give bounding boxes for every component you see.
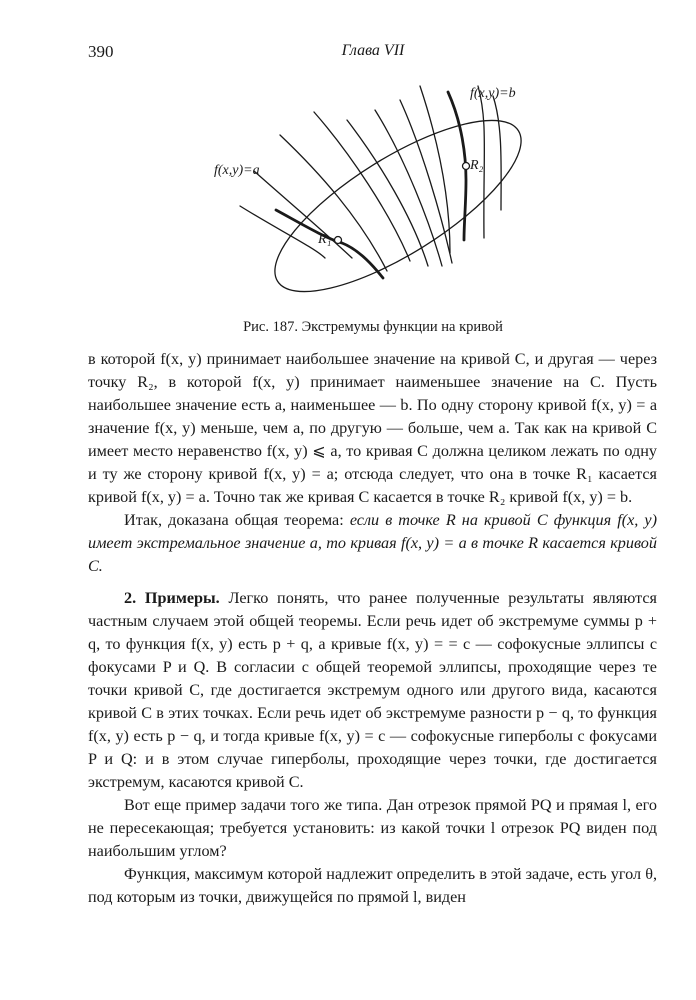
paragraph-examples (88, 587, 657, 794)
level-curves-diagram (180, 78, 560, 293)
theorem-statement: если в точке R на кривой C функция f(x, y) имеет экстремальное значение a, то кривая f(x, y) = a в точке R касается кривой C. (88, 511, 657, 575)
paragraph: Вот еще пример задачи того же типа. Дан отрезок прямой PQ и прямая l, его не пересекающая; требуется установить: из какой точки l отрезок PQ виден под наибольшим углом? (88, 796, 657, 860)
label-f-equals-b: f(x,y)=b (470, 86, 516, 101)
figure-caption: Рис. 187. Экстремумы функции на кривой (243, 319, 503, 335)
body-text (88, 348, 657, 909)
chapter-title: Глава VII (341, 42, 405, 59)
point-r1 (335, 237, 342, 244)
running-head (88, 42, 658, 66)
examples-text: Легко понять, что ранее полученные результаты являются частным случаем этой общей теоремы. Если речь идет об экстремуме суммы p + q, то функция f(x, y) есть p + q, а кривые f(x, y) = = c — софокусные эллипсы с фокусами P и Q. В согласии с общей теоремой эллипсы, проходящие через те точки кривой C, где достигается экстремум одного или другого вида, касаются кривой C в этих точках. Если речь идет об экстремуме разности p − q, то функция f(x, y) есть p − q, и тогда кривые f(x, y) = c — софокусные гиперболы с фокусами P и Q: и в этом случае гиперболы, проходящие через точки, где достигается экстремум, касаются кривой C. (88, 589, 657, 791)
constraint-ellipse (252, 90, 544, 293)
label-f-equals-a: f(x,y)=a (214, 163, 260, 178)
label-r2: R₂ (470, 158, 484, 173)
paragraph: в которой f(x, y) принимает наибольшее значение на кривой C, и другая — через точку R₂, в которой f(x, y) принимает наименьшее значение на C. Пусть наибольшее значение есть a, наименьшее — b. По одну сторону кривой f(x, y) = a значение f(x, y) меньше, чем a, по другую — больше, чем a. Так как на кривой C имеет место неравенство f(x, y) ⩽ a, то кривая C должна целиком лежать по одну и ту же сторону кривой f(x, y) = a; отсюда следует, что она в точке R₁ касается кривой f(x, y) = a. Точно так же кривая C касается в точке R₂ кривой f(x, y) = b. (88, 350, 657, 506)
section-heading: 2. Примеры. (124, 589, 220, 607)
page-number: 390 (88, 42, 114, 61)
level-curve (493, 96, 501, 210)
label-r1: R₁ (318, 232, 332, 247)
paragraph: Функция, максимум которой надлежит определить в этой задаче, есть угол θ, под которым из точки, движущейся по прямой l, виден (88, 865, 657, 906)
figure-extrema (180, 78, 560, 293)
level-curve (280, 135, 387, 271)
level-curve (420, 86, 450, 253)
theorem-lead: Итак, доказана общая теорема: (124, 511, 350, 529)
level-curve (254, 171, 352, 258)
point-r2 (463, 163, 470, 170)
paragraph-theorem (88, 509, 657, 578)
